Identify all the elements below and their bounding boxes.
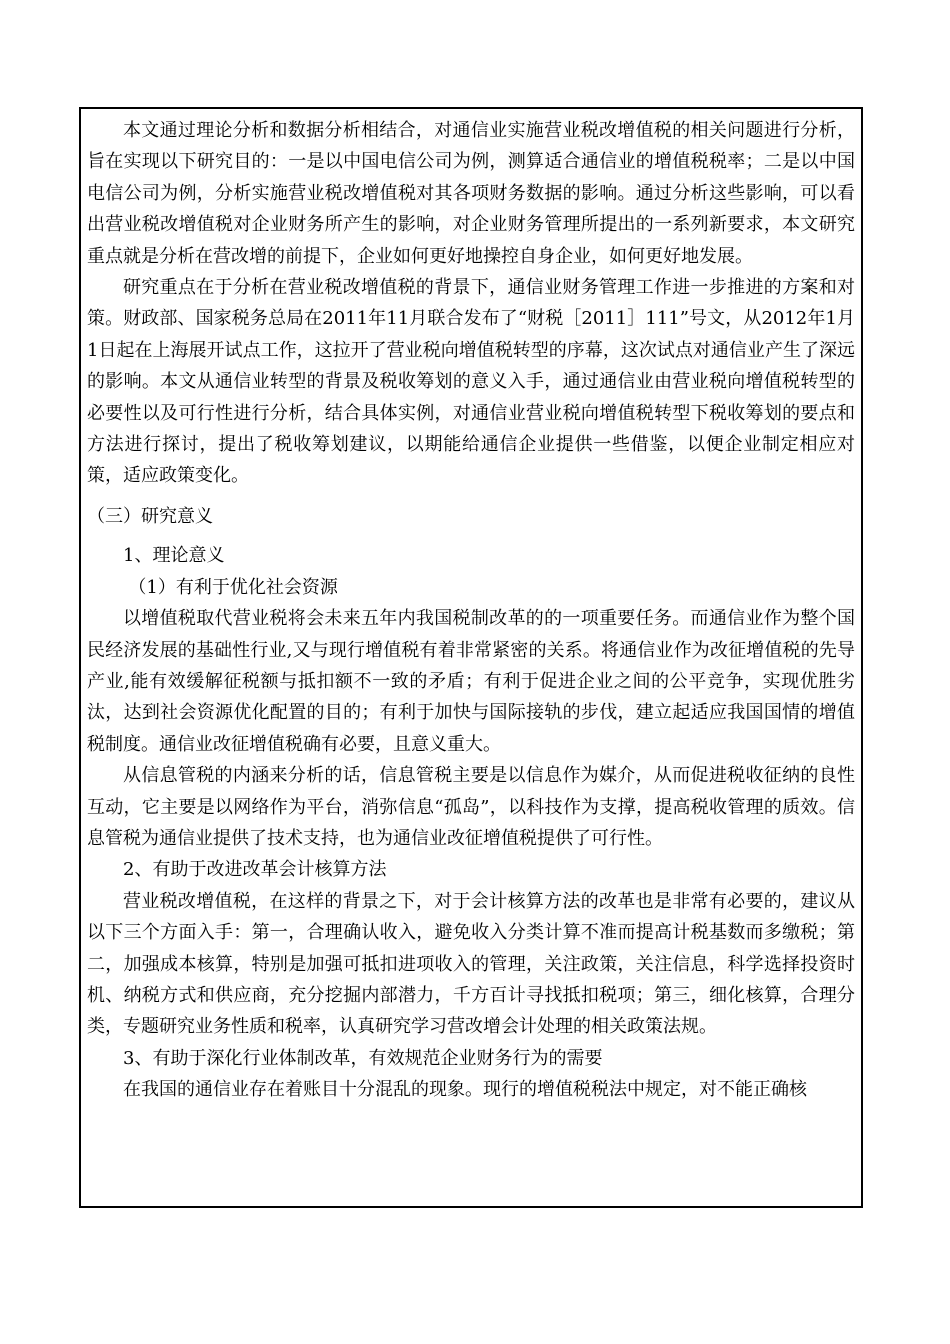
document-frame: [79, 107, 863, 1208]
paragraph-research-focus: 研究重点在于分析在营业税改增值税的背景下，通信业财务管理工作进一步推进的方案和对策。财政部、国家税务总局在2011年11月联合发布了“财税［2011］111”号文，从2012年1月1日起在上海展开试点工作，这拉开了营业税向增值税转型的序幕，这次试点对通信业产生了深远的影响。本文从通信业转型的背景及税收筹划的意义入手，通过通信业由营业税向增值税转型的必要性以及可行性进行分析，结合具体实例，对通信业营业税向增值税转型下税收筹划的要点和方法进行探讨，提出了税收筹划建议，以期能给通信企业提供一些借鉴，以便企业制定相应对策，适应政策变化。: [87, 277, 855, 487]
paragraph-accounting-methods: 营业税改增值税，在这样的背景之下，对于会计核算方法的改革也是非常有必要的，建议从以下三个方面入手：第一，合理确认收入，避免收入分类计算不准而提高计税基数而多缴税；第二，加强成本核算，特别是加强可抵扣进项收入的管理，关注政策，关注信息，科学选择投资时机、纳税方式和供应商，充分挖掘内部潜力，千方百计寻找抵扣税项；第三，细化核算，合理分类，专题研究业务性质和税率，认真研究学习营改增会计处理的相关政策法规。: [87, 890, 855, 1038]
paragraph-research-purpose: 本文通过理论分析和数据分析相结合，对通信业实施营业税改增值税的相关问题进行分析，旨在实现以下研究目的：一是以中国电信公司为例，测算适合通信业的增值税税率；二是以中国电信公司为例，分析实施营业税改增值税对其各项财务数据的影响。通过分析这些影响，可以看出营业税改增值税对企业财务所产生的影响，对企业财务管理所提出的一系列新要求，本文研究重点就是分析在营改增的前提下，企业如何更好地操控自身企业，如何更好地发展。: [87, 120, 855, 267]
section-heading-research-significance: （三）研究意义: [87, 505, 213, 527]
paragraph-telecom-accounts: 在我国的通信业存在着账目十分混乱的现象。现行的增值税税法中规定，对不能正确核: [123, 1079, 807, 1101]
paragraph-vat-replacement: 以增值税取代营业税将会未来五年内我国税制改革的的一项重要任务。而通信业作为整个国民经济发展的基础性行业,又与现行增值税有着非常紧密的关系。将通信业作为改征增值税的先导产业,能有效缓解征税额与抵扣额不一致的矛盾；有利于促进企业之间的公平竞争，实现优胜劣汰，达到社会资源优化配置的目的；有利于加快与国际接轨的步伐，建立起适应我国国情的增值税制度。通信业改征增值税确有必要，且意义重大。: [87, 608, 855, 755]
document-body: [81, 109, 861, 1106]
subheading-theoretical-significance: 1、理论意义: [123, 545, 225, 567]
subheading-accounting-reform: 2、有助于改进改革会计核算方法: [123, 859, 387, 881]
subheading-industry-reform: 3、有助于深化行业体制改革，有效规范企业财务行为的需要: [123, 1047, 603, 1069]
paragraph-information-tax: 从信息管税的内涵来分析的话，信息管税主要是以信息作为媒介，从而促进税收征纳的良性互动，它主要是以网络作为平台，消弥信息“孤岛”，以科技作为支撑，提高税收管理的质效。信息管税为通信业提供了技术支持，也为通信业改征增值税提供了可行性。: [87, 765, 855, 849]
subsubheading-optimize-resources: （1）有利于优化社会资源: [128, 576, 338, 598]
